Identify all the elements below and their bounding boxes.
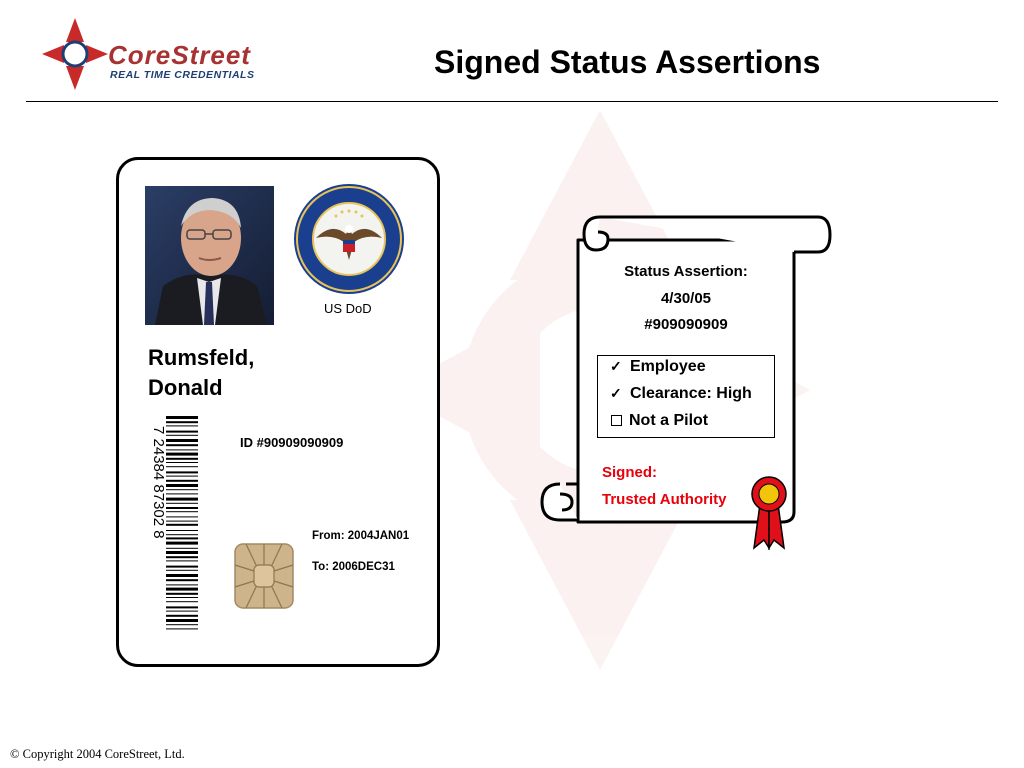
logo-tagline: REAL TIME CREDENTIALS: [110, 69, 255, 81]
barcode-bar: [166, 566, 198, 568]
ribbon-seal-icon: [750, 474, 788, 550]
barcode-bar: [166, 556, 198, 558]
barcode-bar: [166, 524, 198, 526]
barcode-bar: [166, 453, 198, 456]
corestreet-logo: [40, 14, 280, 94]
barcode-bar: [166, 439, 198, 442]
portrait-image: [145, 186, 274, 325]
smart-card-chip: [234, 543, 294, 609]
barcode-bar: [166, 489, 198, 490]
barcode-bar: [166, 619, 198, 622]
holder-last-name: Rumsfeld,: [148, 345, 255, 370]
attribute-not-pilot: Not a Pilot: [610, 412, 708, 430]
assertion-serial: #909090909: [644, 316, 728, 333]
barcode-bar: [166, 530, 198, 531]
barcode-bar: [166, 615, 198, 617]
assertion-title: Status Assertion:: [624, 263, 748, 280]
barcode-bar: [166, 570, 198, 571]
checkmark-icon: ✓: [610, 385, 622, 401]
barcode-bar: [166, 476, 198, 477]
compass-star-icon: [40, 14, 110, 94]
barcode-bar: [166, 611, 198, 612]
valid-to-date: To: 2006DEC31: [312, 561, 395, 573]
barcode-bar: [166, 574, 198, 577]
barcode-bar: [166, 537, 198, 539]
barcode-bar: [166, 503, 198, 504]
dod-seal-icon: [292, 182, 406, 296]
barcode-bar: [166, 601, 198, 602]
barcode-bar: [166, 462, 198, 463]
barcode-bar: [166, 466, 198, 467]
barcode-bar: [166, 521, 198, 522]
barcode-bar: [166, 516, 198, 517]
barcode-bar: [166, 421, 198, 423]
barcode-bar: [166, 449, 198, 450]
barcode-bar: [166, 628, 198, 629]
barcode-bar: [166, 588, 198, 591]
barcode-bar: [166, 425, 198, 426]
barcode-bar: [166, 593, 198, 595]
attribute-employee: ✓ Employee: [610, 358, 706, 375]
barcode-bar: [166, 579, 198, 581]
barcode-bar: [166, 507, 198, 509]
copyright-notice: © Copyright 2004 CoreStreet, Ltd.: [10, 747, 185, 761]
barcode-bar: [166, 511, 198, 512]
empty-checkbox-icon: [611, 415, 622, 426]
barcode-bar: [166, 431, 198, 433]
logo-brand-text: CoreStreet: [108, 40, 251, 70]
barcode-bar: [166, 606, 198, 608]
holder-photo: [145, 186, 274, 325]
barcode-bar: [166, 493, 198, 494]
barcode-bar: [166, 435, 198, 436]
holder-name: [148, 343, 254, 403]
attribute-clearance: ✓ Clearance: High: [610, 385, 752, 402]
barcode-bar: [166, 416, 198, 419]
dod-seal: [292, 182, 406, 296]
barcode-bar: [166, 444, 198, 446]
assertion-date: 4/30/05: [660, 290, 712, 307]
barcode-bar: [166, 551, 198, 554]
holder-first-name: Donald: [148, 375, 223, 400]
header-divider: [26, 101, 998, 102]
barcode-bar: [166, 534, 198, 535]
signed-label: Signed:: [602, 464, 657, 481]
barcode-bar: [166, 624, 198, 625]
signing-authority: Trusted Authority: [602, 491, 727, 508]
checkmark-icon: ✓: [610, 358, 622, 374]
chip-icon: [234, 543, 294, 609]
barcode-bar: [166, 480, 198, 482]
barcode: [144, 412, 198, 634]
barcode-bar: [166, 484, 198, 487]
issuing-agency: US DoD: [324, 301, 372, 316]
id-number: ID #90909090909: [240, 435, 344, 450]
barcode-bar: [166, 458, 198, 460]
barcode-bar: [166, 471, 198, 473]
valid-from-date: From: 2004JAN01: [312, 530, 410, 542]
barcode-bar: [166, 542, 198, 545]
barcode-bar: [166, 498, 198, 501]
page-title: Signed Status Assertions: [434, 44, 821, 80]
attribute-list: [597, 355, 775, 438]
barcode-digits: 7 24384 87302 8: [150, 426, 167, 539]
barcode-bar: [166, 548, 198, 549]
barcode-bar: [166, 597, 198, 598]
barcode-bar: [166, 584, 198, 585]
barcode-bar: [166, 560, 198, 561]
